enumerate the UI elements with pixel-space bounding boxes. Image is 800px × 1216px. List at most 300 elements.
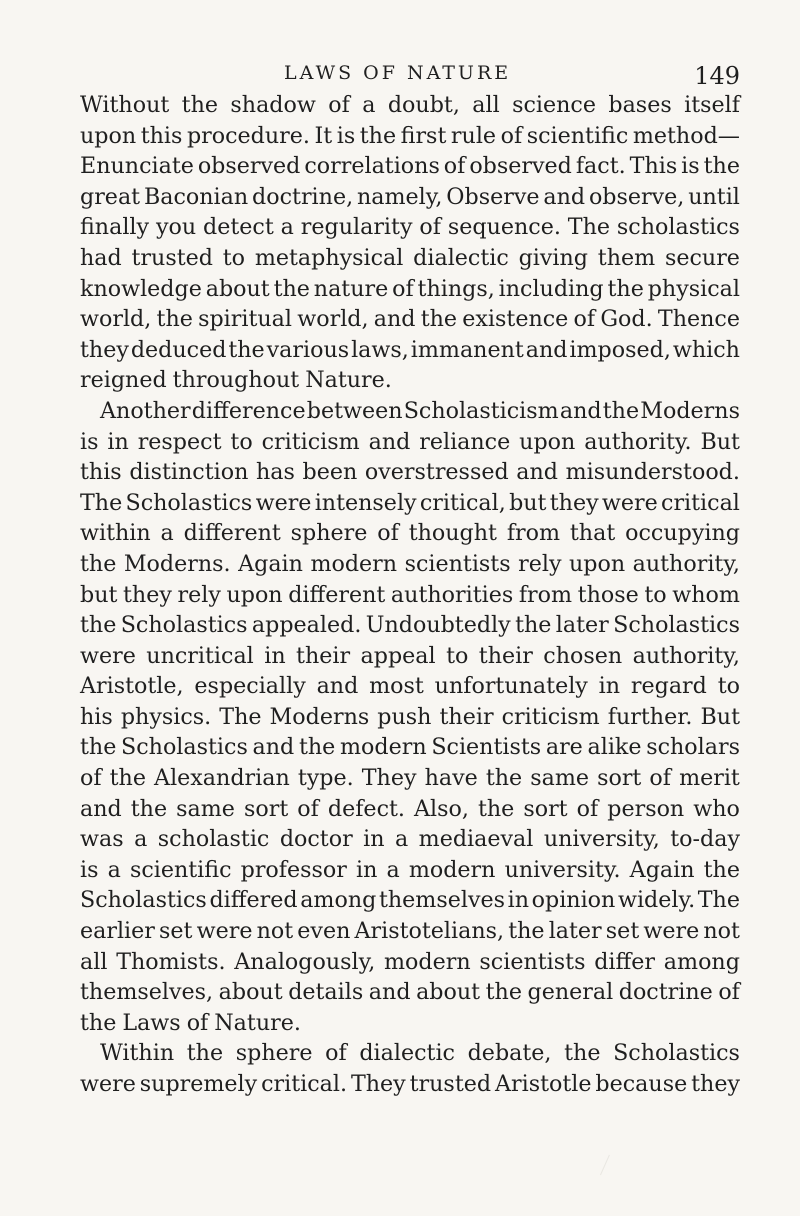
word: Baconian <box>143 183 249 210</box>
word: of <box>80 765 102 792</box>
word: distinction <box>129 459 249 486</box>
text-line <box>80 151 740 182</box>
word: Moderns <box>269 703 370 730</box>
word: various <box>266 336 350 363</box>
word: not <box>703 918 740 945</box>
word: world, <box>80 306 152 333</box>
word: a <box>362 92 376 118</box>
word: Aristotelians, <box>354 918 505 945</box>
word: they <box>80 336 129 363</box>
word: the <box>420 306 458 333</box>
word: doctrine <box>618 979 713 1006</box>
word: the <box>359 122 397 149</box>
word: finally <box>80 214 150 241</box>
word: of <box>419 214 441 241</box>
word: Again <box>238 550 303 577</box>
word: Analogously, <box>234 948 376 975</box>
word: modern <box>310 550 398 577</box>
word: the <box>186 1040 224 1067</box>
word: and <box>525 336 568 363</box>
word: criticism <box>261 428 360 455</box>
word: correlations <box>304 153 440 180</box>
text-line <box>80 977 740 1008</box>
word: Scholastics <box>120 612 248 639</box>
word: Enunciate <box>80 153 194 180</box>
word: rely <box>177 581 221 608</box>
word: observed <box>197 153 301 180</box>
word: doubt, <box>387 92 460 118</box>
word: God. <box>600 306 653 333</box>
word: But <box>700 428 740 455</box>
word: about <box>205 275 270 302</box>
word: in <box>107 428 129 455</box>
text-line <box>80 947 740 978</box>
word: modern <box>339 734 427 761</box>
word: to <box>446 642 469 669</box>
word: Thomists. <box>116 948 226 975</box>
word: whom <box>672 581 740 608</box>
word: in <box>363 826 385 853</box>
word: had <box>80 244 122 271</box>
word: person <box>607 795 685 822</box>
word: are <box>545 734 583 761</box>
word: a <box>394 826 409 853</box>
word: even <box>297 918 351 945</box>
word: of <box>573 306 596 333</box>
word: Undoubtedly <box>365 612 511 639</box>
word: the <box>564 1040 601 1067</box>
word: Alexandrian <box>154 765 290 792</box>
word: were <box>601 489 658 516</box>
word: the <box>607 275 644 302</box>
word: scholars <box>646 734 740 761</box>
word: Scholastics <box>121 734 248 761</box>
word: among <box>663 948 740 975</box>
text-line <box>80 794 740 825</box>
word: of <box>500 122 523 149</box>
word: the <box>273 275 310 302</box>
word: merit <box>679 765 740 792</box>
text-line <box>80 518 740 549</box>
word: about <box>416 979 481 1006</box>
text-line <box>80 610 740 641</box>
word: were <box>255 489 312 516</box>
word: spiritual <box>198 306 293 333</box>
word: university. <box>504 856 621 883</box>
word: from <box>506 520 561 547</box>
word: namely, <box>357 183 443 210</box>
word: scientists <box>404 550 511 577</box>
word: is <box>80 856 99 883</box>
word: in <box>355 856 378 883</box>
word: fact. <box>575 153 626 180</box>
word: all <box>472 92 500 118</box>
word: Thence <box>657 306 740 333</box>
word: those <box>577 581 639 608</box>
word: intensely <box>314 489 417 516</box>
word: mediaeval <box>418 826 534 853</box>
running-head: LAWS OF NATURE <box>284 62 512 84</box>
word: the <box>515 612 552 639</box>
word: bases <box>608 92 672 118</box>
word: uncritical <box>146 642 254 669</box>
text-line <box>80 121 740 152</box>
word: between <box>306 397 403 424</box>
word: physics. <box>120 703 212 730</box>
word: of <box>443 153 466 180</box>
word: Also, <box>414 795 469 822</box>
word: rely <box>518 550 562 577</box>
word: they <box>123 581 172 608</box>
word: to-day <box>670 826 740 853</box>
word: of <box>649 765 671 792</box>
word: the <box>485 765 523 792</box>
word: Within <box>100 1040 175 1067</box>
text-line <box>80 702 740 733</box>
word: world, <box>297 306 369 333</box>
word: sort <box>523 795 568 822</box>
word: which <box>672 336 740 363</box>
word: his <box>80 703 113 730</box>
word: to <box>230 428 253 455</box>
text-line <box>80 90 740 121</box>
word: a <box>107 856 121 883</box>
word: trusted <box>131 244 213 271</box>
word: observed <box>469 153 572 180</box>
word: within <box>80 520 151 547</box>
word: especially <box>194 673 306 700</box>
word: alike <box>587 734 642 761</box>
word: their <box>439 703 494 730</box>
text-line <box>80 304 740 335</box>
word: scientific <box>129 856 232 883</box>
word: and <box>543 183 586 210</box>
word: this <box>140 122 183 149</box>
word: Observe <box>446 183 540 210</box>
word: physical <box>647 275 740 302</box>
word: that <box>569 520 616 547</box>
word: scientific <box>526 122 629 149</box>
text-line <box>80 1008 740 1039</box>
word: set <box>605 918 640 945</box>
word: sort <box>243 795 289 822</box>
word: was <box>80 826 124 853</box>
text-line <box>80 396 740 427</box>
word: metaphysical <box>254 244 404 271</box>
word: to <box>717 673 740 700</box>
word: from <box>518 581 573 608</box>
word: upon <box>80 122 137 149</box>
word: rule <box>450 122 497 149</box>
body-text <box>80 90 740 1100</box>
word: knowledge <box>80 275 202 302</box>
word: existence <box>462 306 569 333</box>
word: throughout <box>172 367 300 394</box>
word: the <box>508 918 545 945</box>
word: professor <box>240 856 347 883</box>
word: you <box>155 214 197 241</box>
word: of <box>377 520 399 547</box>
text-line <box>80 335 740 366</box>
word: them <box>597 244 656 271</box>
word: itself <box>684 92 740 118</box>
word: opinion <box>531 887 616 914</box>
word: Scholastics <box>613 1040 740 1067</box>
word: and <box>316 673 359 700</box>
text-line <box>80 274 740 305</box>
word: they <box>549 489 599 516</box>
text-line <box>80 365 740 396</box>
word: the <box>181 92 219 118</box>
word: They <box>350 1071 406 1097</box>
paper-mark <box>600 1155 619 1180</box>
word: were <box>80 1071 136 1097</box>
word: Scholastics <box>125 489 253 516</box>
word: first <box>400 122 447 149</box>
word: appealed. <box>251 612 362 639</box>
word: Without <box>80 92 170 118</box>
text-line <box>80 916 740 947</box>
word: is <box>80 428 99 455</box>
word: were <box>196 918 253 945</box>
word: because <box>595 1071 688 1097</box>
word: same <box>176 795 235 822</box>
word: sphere <box>290 520 368 547</box>
text-line <box>80 488 740 519</box>
word: The <box>80 489 123 516</box>
word: Aristotle, <box>80 673 184 700</box>
text-line <box>80 457 740 488</box>
text-line <box>80 182 740 213</box>
word: themselves, <box>80 979 214 1006</box>
word: until <box>688 183 740 210</box>
word: sort <box>597 765 642 792</box>
word: dialectic <box>359 1040 455 1067</box>
page-number: 149 <box>694 62 740 90</box>
word: critical. <box>261 1071 348 1097</box>
text-line <box>80 885 740 916</box>
word: authority. <box>584 428 692 455</box>
word: Nature. <box>305 367 392 394</box>
text-line <box>80 1069 740 1100</box>
word: not <box>256 918 294 945</box>
word: has <box>256 459 295 486</box>
word: nature <box>313 275 389 302</box>
word: the <box>80 1009 117 1036</box>
word: and <box>368 428 411 455</box>
word: thought <box>408 520 497 547</box>
word: The <box>567 214 611 241</box>
word: Again <box>629 856 695 883</box>
word: shadow <box>230 92 316 118</box>
word: doctrine, <box>252 183 354 210</box>
word: respect <box>137 428 222 455</box>
word: Another <box>100 397 191 424</box>
word: differ <box>594 948 656 975</box>
word: in <box>507 887 530 914</box>
word: type. <box>297 765 354 792</box>
word: imposed, <box>569 336 671 363</box>
word: set <box>159 918 193 945</box>
word: procedure. <box>186 122 310 149</box>
word: of <box>328 92 350 118</box>
word: further. <box>607 703 693 730</box>
word: and <box>252 734 295 761</box>
word: is <box>681 153 700 180</box>
word: and <box>373 306 416 333</box>
word: occupying <box>625 520 740 547</box>
word: including <box>498 275 604 302</box>
word: This <box>629 153 678 180</box>
word: deduced <box>130 336 227 363</box>
word: But <box>700 703 740 730</box>
word: critical, <box>419 489 506 516</box>
word: same <box>530 765 590 792</box>
word: the <box>80 550 117 577</box>
word: to <box>222 244 246 271</box>
text-line <box>80 427 740 458</box>
word: modern <box>408 856 496 883</box>
word: and <box>559 397 602 424</box>
word: have <box>424 765 478 792</box>
word: the <box>80 734 117 761</box>
word: the <box>80 612 117 639</box>
word: sphere <box>235 1040 313 1067</box>
word: the <box>703 856 740 883</box>
word: the <box>477 795 515 822</box>
text-line <box>80 212 740 243</box>
word: supremely <box>139 1071 258 1097</box>
word: but <box>80 581 118 608</box>
word: reigned <box>80 367 167 394</box>
word: chosen <box>543 642 623 669</box>
word: reliance <box>419 428 511 455</box>
text-line <box>80 243 740 274</box>
word: trusted <box>409 1071 492 1097</box>
word: widely. <box>617 887 696 914</box>
word: and <box>80 795 122 822</box>
word: debate, <box>467 1040 552 1067</box>
word: appeal <box>360 642 436 669</box>
word: Moderns. <box>123 550 231 577</box>
word: to <box>644 581 667 608</box>
word: Aristotle <box>494 1071 592 1097</box>
word: science <box>512 92 596 118</box>
word: the <box>228 336 265 363</box>
word: regularity <box>300 214 413 241</box>
word: Scholasticism <box>403 397 559 424</box>
word: a <box>280 214 294 241</box>
word: Scholastics <box>80 887 207 914</box>
word: secure <box>664 244 740 271</box>
word: Scholastics <box>613 612 740 639</box>
word: about <box>218 979 283 1006</box>
word: sequence. <box>447 214 561 241</box>
word: upon <box>519 428 576 455</box>
word: They <box>361 765 417 792</box>
word: the <box>130 795 168 822</box>
word: of <box>718 979 740 1006</box>
text-line <box>80 855 740 886</box>
word: in <box>598 673 621 700</box>
word: Nature. <box>214 1009 301 1036</box>
word: different <box>183 520 281 547</box>
word: who <box>693 795 740 822</box>
word: modern <box>384 948 471 975</box>
word: university, <box>543 826 660 853</box>
word: doctor <box>279 826 353 853</box>
word: regard <box>630 673 707 700</box>
word: details <box>288 979 364 1006</box>
word: a <box>386 856 400 883</box>
word: dialectic <box>413 244 509 271</box>
word: earlier <box>80 918 155 945</box>
word: but <box>509 489 547 516</box>
word: the <box>109 765 146 792</box>
word: scientists <box>479 948 586 975</box>
word: great <box>80 183 141 210</box>
word: and <box>516 459 559 486</box>
word: the <box>298 734 336 761</box>
word: the <box>485 979 522 1006</box>
word: scholastics <box>616 214 740 241</box>
word: different <box>288 581 386 608</box>
word: The <box>219 703 262 730</box>
word: and <box>368 979 411 1006</box>
text-line <box>80 824 740 855</box>
word: later <box>548 918 602 945</box>
word: they <box>691 1071 740 1097</box>
word: of <box>186 1009 209 1036</box>
text-line <box>80 549 740 580</box>
word: unfortunately <box>434 673 588 700</box>
text-line <box>80 763 740 794</box>
word: authority, <box>632 550 740 577</box>
word: observe, <box>588 183 685 210</box>
word: this <box>80 459 122 486</box>
word: the <box>156 306 193 333</box>
word: difference <box>191 397 306 424</box>
word: themselves <box>378 887 505 914</box>
word: a <box>134 826 148 853</box>
word: of <box>392 275 414 302</box>
word: scholastic <box>157 826 270 853</box>
word: defect. <box>327 795 405 822</box>
word: the <box>602 397 640 424</box>
word: later <box>555 612 609 639</box>
word: The <box>697 887 740 914</box>
word: all <box>80 948 108 975</box>
text-line <box>80 580 740 611</box>
word: detect <box>203 214 274 241</box>
text-line <box>80 641 740 672</box>
word: It <box>314 122 333 149</box>
word: method— <box>632 122 740 149</box>
word: giving <box>518 244 589 271</box>
word: push <box>377 703 432 730</box>
word: Scientists <box>431 734 542 761</box>
word: of <box>576 795 599 822</box>
word: were <box>643 918 700 945</box>
word: in <box>264 642 286 669</box>
word: upon <box>226 581 283 608</box>
word: authorities <box>390 581 514 608</box>
word: the <box>703 153 740 180</box>
word: Moderns <box>640 397 740 424</box>
word: were <box>80 642 136 669</box>
word: of <box>297 795 319 822</box>
word: been <box>302 459 358 486</box>
